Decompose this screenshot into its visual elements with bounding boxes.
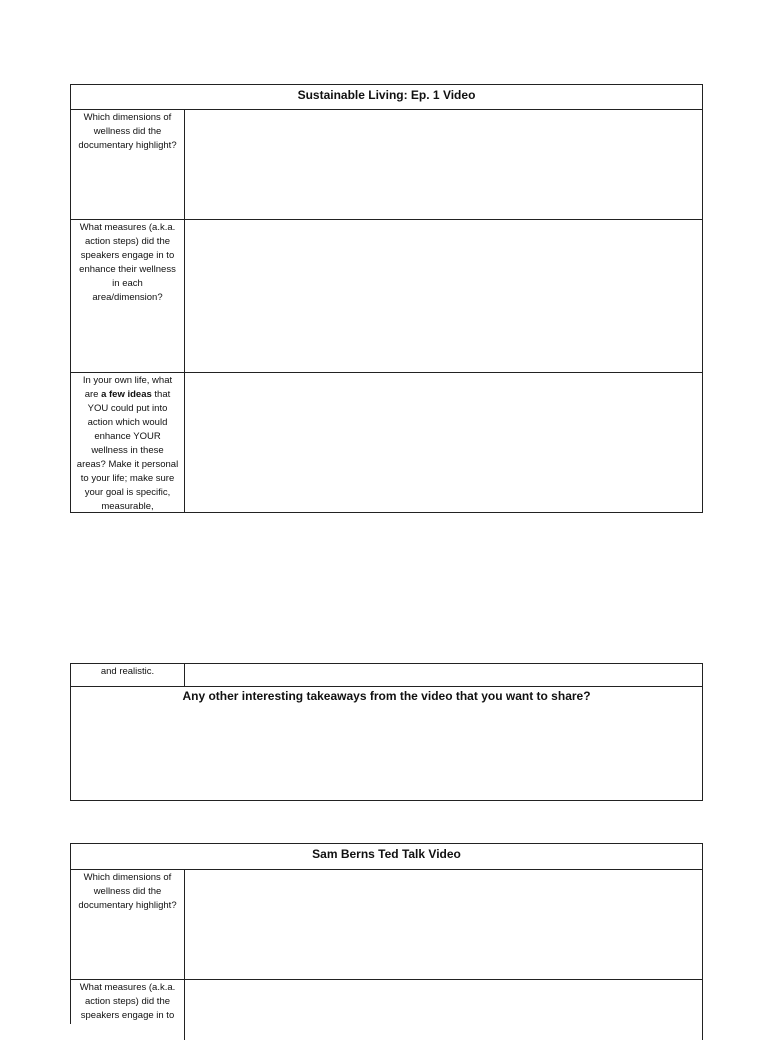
question-row-dimensions bbox=[71, 870, 703, 980]
answer-cell[interactable] bbox=[185, 220, 703, 373]
question-text: Which dimensions of wellness did the documentary highlight? bbox=[78, 112, 177, 151]
question-row-measures bbox=[71, 980, 703, 1040]
question-text-part: that YOU could put into action which would enhance YOUR wellness in these areas? Make it personal to your life; make sure your goal is specific, measurable, bbox=[76, 389, 179, 512]
question-text: Which dimensions of wellness did the documentary highlight? bbox=[78, 872, 177, 911]
question-text: What measures (a.k.a. action steps) did the speakers engage in to enhance their wellness in each area/dimension? bbox=[79, 222, 176, 303]
question-row-measures bbox=[71, 220, 703, 373]
worksheet-table-continuation bbox=[70, 663, 703, 801]
question-row-dimensions bbox=[71, 110, 703, 220]
table-title: Sam Berns Ted Talk Video bbox=[71, 844, 703, 870]
question-text: and realistic. bbox=[100, 666, 155, 677]
question-cell bbox=[71, 980, 185, 1040]
answer-cell[interactable] bbox=[185, 980, 703, 1040]
question-cell bbox=[71, 373, 185, 513]
answer-cell[interactable] bbox=[185, 664, 703, 687]
question-text-part: In your own life, what are bbox=[82, 375, 173, 400]
other-takeaways-row[interactable] bbox=[71, 687, 703, 801]
question-cell bbox=[71, 110, 185, 220]
question-cell bbox=[71, 220, 185, 373]
question-row-ideas bbox=[71, 373, 703, 513]
worksheet-table-sustainable-living bbox=[70, 84, 703, 513]
question-cell bbox=[71, 870, 185, 980]
worksheet-table-sam-berns bbox=[70, 843, 703, 1024]
question-row-ideas-continued bbox=[71, 664, 703, 687]
table-title: Sustainable Living: Ep. 1 Video bbox=[71, 85, 703, 110]
answer-cell[interactable] bbox=[185, 870, 703, 980]
question-cell bbox=[71, 664, 185, 687]
answer-cell[interactable] bbox=[185, 110, 703, 220]
answer-cell[interactable] bbox=[185, 373, 703, 513]
question-text: What measures (a.k.a. action steps) did the speakers engage in to bbox=[79, 982, 176, 1021]
question-text-emphasis: a few ideas bbox=[101, 389, 152, 400]
other-takeaways-prompt: Any other interesting takeaways from the video that you want to share? bbox=[182, 689, 591, 703]
